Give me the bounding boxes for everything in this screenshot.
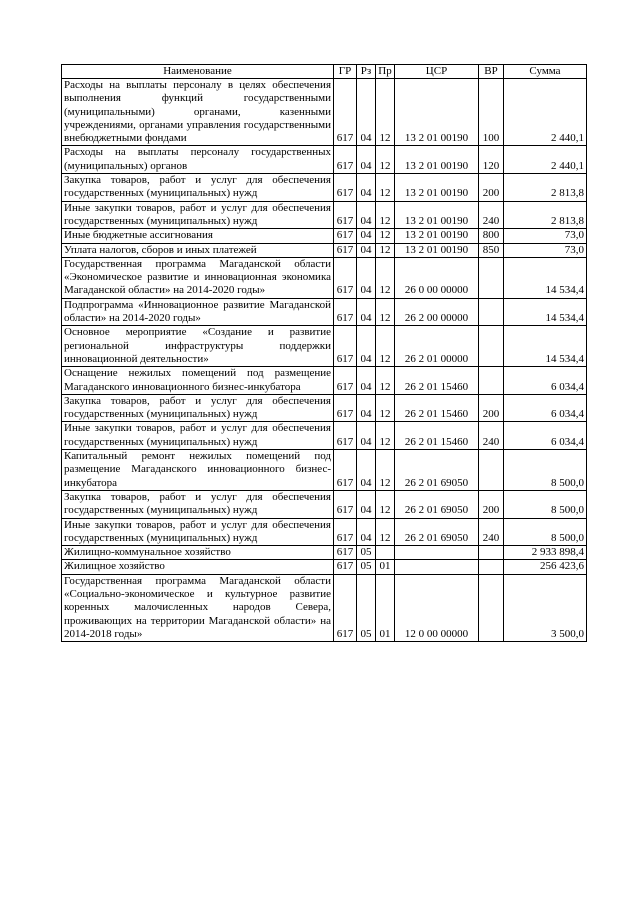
- cell-rz: 04: [357, 201, 376, 229]
- cell-gr: 617: [334, 146, 357, 174]
- cell-csr: 13 2 01 00190: [395, 243, 479, 257]
- cell-name: Уплата налогов, сборов и иных платежей: [62, 243, 334, 257]
- cell-gr: 617: [334, 546, 357, 560]
- cell-csr: 26 0 00 00000: [395, 257, 479, 298]
- cell-name: Закупка товаров, работ и услуг для обеспечения государственных (муниципальных) нужд: [62, 394, 334, 422]
- cell-sum: 2 933 898,4: [504, 546, 587, 560]
- cell-sum: 2 813,8: [504, 174, 587, 202]
- cell-sum: 3 500,0: [504, 574, 587, 641]
- header-name: Наименование: [62, 65, 334, 79]
- table-row: [62, 326, 587, 367]
- cell-vr: [479, 298, 504, 326]
- cell-pr: 12: [376, 367, 395, 395]
- table-row: [62, 574, 587, 641]
- cell-csr: [395, 560, 479, 574]
- cell-gr: 617: [334, 422, 357, 450]
- cell-vr: [479, 560, 504, 574]
- table-row: [62, 243, 587, 257]
- cell-vr: 240: [479, 201, 504, 229]
- table-row: [62, 174, 587, 202]
- cell-gr: 617: [334, 79, 357, 146]
- cell-csr: 26 2 01 00000: [395, 326, 479, 367]
- cell-rz: 05: [357, 574, 376, 641]
- table-row: [62, 490, 587, 518]
- cell-name: Иные закупки товаров, работ и услуг для обеспечения государственных (муниципальных) нужд: [62, 422, 334, 450]
- cell-csr: [395, 546, 479, 560]
- cell-pr: 12: [376, 79, 395, 146]
- cell-rz: 05: [357, 560, 376, 574]
- cell-sum: 6 034,4: [504, 394, 587, 422]
- cell-csr: 13 2 01 00190: [395, 229, 479, 243]
- cell-csr: 26 2 00 00000: [395, 298, 479, 326]
- cell-pr: 12: [376, 257, 395, 298]
- cell-pr: 12: [376, 422, 395, 450]
- cell-name: Государственная программа Магаданской области «Экономическое развитие и инновационная экономика Магаданской области» на 2014-2020 годы»: [62, 257, 334, 298]
- cell-rz: 04: [357, 257, 376, 298]
- table-row: [62, 394, 587, 422]
- cell-vr: 200: [479, 490, 504, 518]
- cell-vr: [479, 450, 504, 491]
- table-row: [62, 422, 587, 450]
- cell-pr: 12: [376, 146, 395, 174]
- cell-vr: 100: [479, 79, 504, 146]
- cell-gr: 617: [334, 298, 357, 326]
- cell-sum: 256 423,6: [504, 560, 587, 574]
- cell-gr: 617: [334, 574, 357, 641]
- cell-csr: 13 2 01 00190: [395, 174, 479, 202]
- table-row: [62, 79, 587, 146]
- header-vr: ВР: [479, 65, 504, 79]
- cell-sum: 6 034,4: [504, 367, 587, 395]
- cell-rz: 04: [357, 367, 376, 395]
- cell-gr: 617: [334, 201, 357, 229]
- cell-sum: 8 500,0: [504, 518, 587, 546]
- cell-rz: 04: [357, 518, 376, 546]
- cell-name: Подпрограмма «Инновационное развитие Магаданской области» на 2014-2020 годы»: [62, 298, 334, 326]
- cell-vr: 200: [479, 174, 504, 202]
- table-row: [62, 257, 587, 298]
- cell-csr: 13 2 01 00190: [395, 79, 479, 146]
- table-row: [62, 518, 587, 546]
- cell-name: Государственная программа Магаданской области «Социально-экономическое и культурное развитие коренных малочисленных народов Севера, проживающих на территории Магаданской области» на 2014-2018 годы»: [62, 574, 334, 641]
- cell-rz: 04: [357, 450, 376, 491]
- cell-pr: 12: [376, 298, 395, 326]
- cell-name: Расходы на выплаты персоналу в целях обеспечения выполнения функций государственными (муниципальными) органами, казенными учреждениями, органами управления государственными внебюджетными фондами: [62, 79, 334, 146]
- cell-csr: 26 2 01 69050: [395, 518, 479, 546]
- cell-rz: 04: [357, 146, 376, 174]
- header-rz: Рз: [357, 65, 376, 79]
- cell-rz: 04: [357, 422, 376, 450]
- cell-name: Расходы на выплаты персоналу государственных (муниципальных) органов: [62, 146, 334, 174]
- cell-csr: 26 2 01 15460: [395, 394, 479, 422]
- cell-gr: 617: [334, 450, 357, 491]
- cell-pr: 01: [376, 560, 395, 574]
- cell-csr: 26 2 01 15460: [395, 422, 479, 450]
- cell-csr: 12 0 00 00000: [395, 574, 479, 641]
- cell-gr: 617: [334, 257, 357, 298]
- cell-vr: 240: [479, 422, 504, 450]
- cell-sum: 2 440,1: [504, 79, 587, 146]
- cell-gr: 617: [334, 560, 357, 574]
- cell-sum: 8 500,0: [504, 450, 587, 491]
- cell-gr: 617: [334, 326, 357, 367]
- cell-gr: 617: [334, 490, 357, 518]
- cell-gr: 617: [334, 243, 357, 257]
- cell-name: Иные бюджетные ассигнования: [62, 229, 334, 243]
- cell-vr: [479, 574, 504, 641]
- cell-name: Оснащение нежилых помещений под размещение Магаданского инновационного бизнес-инкубатора: [62, 367, 334, 395]
- table-body: [62, 79, 587, 642]
- cell-csr: 13 2 01 00190: [395, 201, 479, 229]
- cell-name: Закупка товаров, работ и услуг для обеспечения государственных (муниципальных) нужд: [62, 174, 334, 202]
- table-row: [62, 560, 587, 574]
- cell-name: Капитальный ремонт нежилых помещений под размещение Магаданского инновационного бизнес-инкубатора: [62, 450, 334, 491]
- cell-sum: 73,0: [504, 243, 587, 257]
- table-header-row: [62, 65, 587, 79]
- cell-vr: 200: [479, 394, 504, 422]
- cell-name: Иные закупки товаров, работ и услуг для обеспечения государственных (муниципальных) нужд: [62, 518, 334, 546]
- cell-sum: 14 534,4: [504, 326, 587, 367]
- cell-gr: 617: [334, 174, 357, 202]
- cell-csr: 26 2 01 15460: [395, 367, 479, 395]
- cell-sum: 2 440,1: [504, 146, 587, 174]
- cell-pr: 12: [376, 229, 395, 243]
- table-row: [62, 229, 587, 243]
- cell-vr: 800: [479, 229, 504, 243]
- cell-sum: 14 534,4: [504, 257, 587, 298]
- cell-gr: 617: [334, 229, 357, 243]
- cell-rz: 04: [357, 490, 376, 518]
- table-row: [62, 367, 587, 395]
- cell-vr: [479, 546, 504, 560]
- header-pr: Пр: [376, 65, 395, 79]
- cell-name: Иные закупки товаров, работ и услуг для обеспечения государственных (муниципальных) нужд: [62, 201, 334, 229]
- cell-rz: 04: [357, 298, 376, 326]
- cell-gr: 617: [334, 394, 357, 422]
- cell-rz: 04: [357, 326, 376, 367]
- cell-pr: [376, 546, 395, 560]
- cell-sum: 6 034,4: [504, 422, 587, 450]
- table-row: [62, 298, 587, 326]
- cell-vr: [479, 367, 504, 395]
- cell-rz: 04: [357, 243, 376, 257]
- cell-sum: 8 500,0: [504, 490, 587, 518]
- cell-rz: 05: [357, 546, 376, 560]
- cell-pr: 01: [376, 574, 395, 641]
- cell-pr: 12: [376, 243, 395, 257]
- cell-name: Основное мероприятие «Создание и развитие региональной инфраструктуры поддержки инновационной деятельности»: [62, 326, 334, 367]
- cell-vr: 240: [479, 518, 504, 546]
- cell-pr: 12: [376, 201, 395, 229]
- table-row: [62, 201, 587, 229]
- cell-csr: 26 2 01 69050: [395, 450, 479, 491]
- cell-pr: 12: [376, 174, 395, 202]
- cell-sum: 14 534,4: [504, 298, 587, 326]
- cell-name: Жилищно-коммунальное хозяйство: [62, 546, 334, 560]
- cell-pr: 12: [376, 518, 395, 546]
- header-gr: ГР: [334, 65, 357, 79]
- table-row: [62, 450, 587, 491]
- cell-rz: 04: [357, 229, 376, 243]
- cell-name: Жилищное хозяйство: [62, 560, 334, 574]
- budget-table: [61, 64, 587, 642]
- cell-pr: 12: [376, 450, 395, 491]
- cell-rz: 04: [357, 174, 376, 202]
- cell-pr: 12: [376, 326, 395, 367]
- table-row: [62, 546, 587, 560]
- header-csr: ЦСР: [395, 65, 479, 79]
- cell-vr: [479, 326, 504, 367]
- cell-sum: 2 813,8: [504, 201, 587, 229]
- cell-vr: 120: [479, 146, 504, 174]
- cell-name: Закупка товаров, работ и услуг для обеспечения государственных (муниципальных) нужд: [62, 490, 334, 518]
- cell-rz: 04: [357, 79, 376, 146]
- table-row: [62, 146, 587, 174]
- cell-csr: 26 2 01 69050: [395, 490, 479, 518]
- cell-vr: 850: [479, 243, 504, 257]
- cell-vr: [479, 257, 504, 298]
- cell-gr: 617: [334, 518, 357, 546]
- cell-rz: 04: [357, 394, 376, 422]
- cell-csr: 13 2 01 00190: [395, 146, 479, 174]
- cell-pr: 12: [376, 490, 395, 518]
- header-sum: Сумма: [504, 65, 587, 79]
- cell-pr: 12: [376, 394, 395, 422]
- cell-sum: 73,0: [504, 229, 587, 243]
- cell-gr: 617: [334, 367, 357, 395]
